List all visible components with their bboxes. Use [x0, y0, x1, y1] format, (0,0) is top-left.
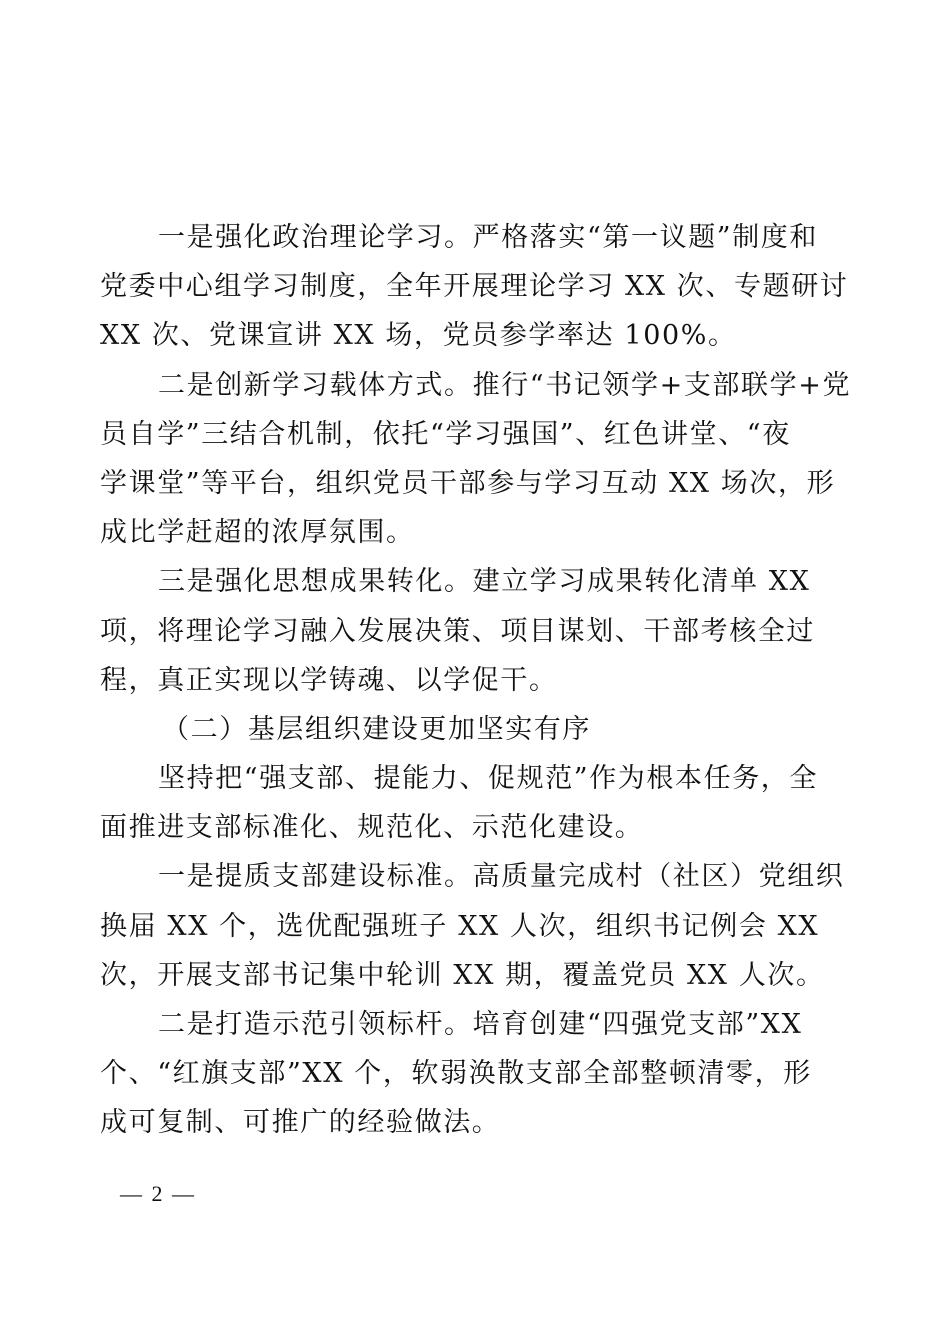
paragraph-branch-standards	[100, 852, 850, 1000]
paragraph-section-intro	[100, 754, 850, 852]
text-line: 学课堂”等平台，组织党员干部参与学习互动 XX 场次，形	[100, 467, 836, 499]
text-line: 党委中心组学习制度，全年开展理论学习 XX 次、专题研讨	[100, 271, 849, 303]
text-line: 员自学”三结合机制，依托“学习强国”、红色讲堂、“夜	[100, 418, 791, 450]
text-line: 面推进支部标准化、规范化、示范化建设。	[100, 812, 644, 844]
section-heading-text: （二）基层组织建设更加坚实有序	[162, 713, 591, 745]
text-line: XX 次、党课宣讲 XX 场，党员参学率达 100%。	[100, 320, 737, 352]
text-line: 坚持把“强支部、提能力、促规范”作为根本任务，全	[158, 763, 819, 795]
section-heading	[100, 705, 850, 754]
paragraph-results-conversion	[100, 557, 850, 705]
text-line: 成比学赶超的浓厚氛围。	[100, 517, 415, 549]
text-line: 一是强化政治理论学习。严格落实“第一议题”制度和	[158, 222, 819, 253]
text-line: 三是强化思想成果转化。建立学习成果转化清单 XX	[158, 566, 811, 598]
text-line: 一是提质支部建设标准。高质量完成村（社区）党组织	[158, 861, 845, 893]
text-line: 程，真正实现以学铸魂、以学促干。	[100, 664, 558, 696]
paragraph-demonstration-benchmark	[100, 1000, 850, 1148]
document-body	[100, 213, 850, 1148]
text-line: 二是打造示范引领标杆。培育创建“四强党支部”XX	[158, 1009, 803, 1040]
page-number: — 2 —	[120, 1181, 196, 1206]
text-line: 成可复制、可推广的经验做法。	[100, 1107, 501, 1139]
paragraph-learning-carrier	[100, 361, 850, 558]
text-line: 项，将理论学习融入发展决策、项目谋划、干部考核全过	[100, 615, 815, 647]
paragraph-theory-study	[100, 213, 850, 361]
text-line: 次，开展支部书记集中轮训 XX 期，覆盖党员 XX 人次。	[100, 959, 825, 991]
text-line: 换届 XX 个，选优配强班子 XX 人次，组织书记例会 XX	[100, 910, 820, 942]
text-line: 二是创新学习载体方式。推行“书记领学+支部联学+党	[158, 369, 852, 401]
text-line: 个、“红旗支部”XX 个，软弱涣散支部全部整顿清零，形	[100, 1058, 812, 1090]
